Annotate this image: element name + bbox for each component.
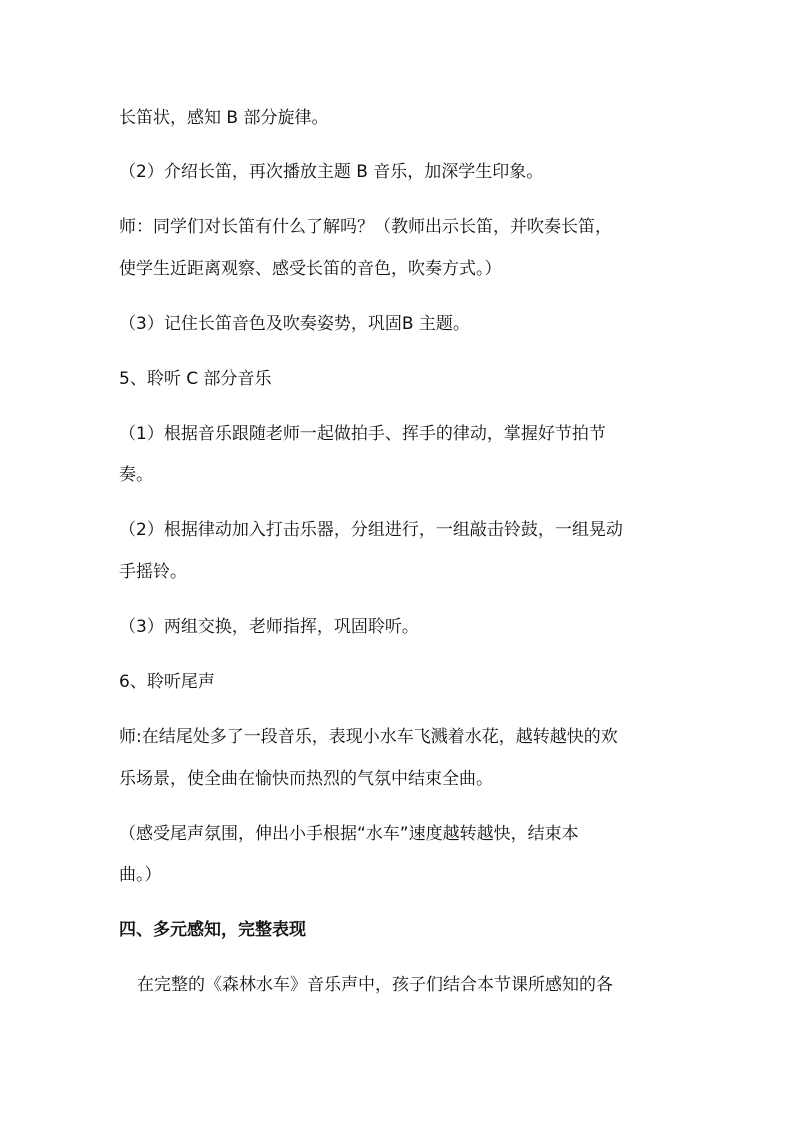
text-line-11: （3）两组交换，老师指挥，巩固聆听。: [119, 617, 419, 637]
text-line-13: 师:在结尾处多了一段音乐，表现小水车飞溅着水花，越转越快的欢: [119, 727, 618, 747]
text-line-16: 曲。）: [119, 865, 162, 885]
text-line-7: （1）根据音乐跟随老师一起做拍手、挥手的律动，掌握好节拍节: [119, 424, 606, 444]
text-line-5: （3）记住长笛音色及吹奏姿势，巩固B 主题。: [119, 314, 470, 334]
text-line-18: 在完整的《森林水车》音乐声中，孩子们结合本节课所感知的各: [137, 975, 613, 995]
section-heading-6: 6、聆听尾声: [119, 672, 215, 692]
text-line-4: 使学生近距离观察、感受长笛的音色，吹奏方式。）: [119, 259, 502, 279]
text-line-1: 长笛状，感知 B 部分旋律。: [119, 108, 329, 128]
text-line-15: （感受尾声氛围，伸出小手根据“水车”速度越转越快，结束本: [119, 824, 579, 844]
text-line-10: 手摇铃。: [119, 562, 187, 582]
section-heading-4: 四、多元感知，完整表现: [119, 920, 306, 940]
text-line-9: （2）根据律动加入打击乐器，分组进行，一组敲击铃鼓，一组晃动: [119, 520, 623, 540]
text-line-8: 奏。: [119, 465, 153, 485]
text-line-2: （2）介绍长笛，再次播放主题 B 音乐，加深学生印象。: [119, 162, 544, 182]
text-line-14: 乐场景，使全曲在愉快而热烈的气氛中结束全曲。: [119, 769, 493, 789]
text-line-3: 师：同学们对长笛有什么了解吗？（教师出示长笛，并吹奏长笛，: [119, 217, 612, 237]
section-heading-5: 5、聆听 C 部分音乐: [119, 369, 272, 389]
